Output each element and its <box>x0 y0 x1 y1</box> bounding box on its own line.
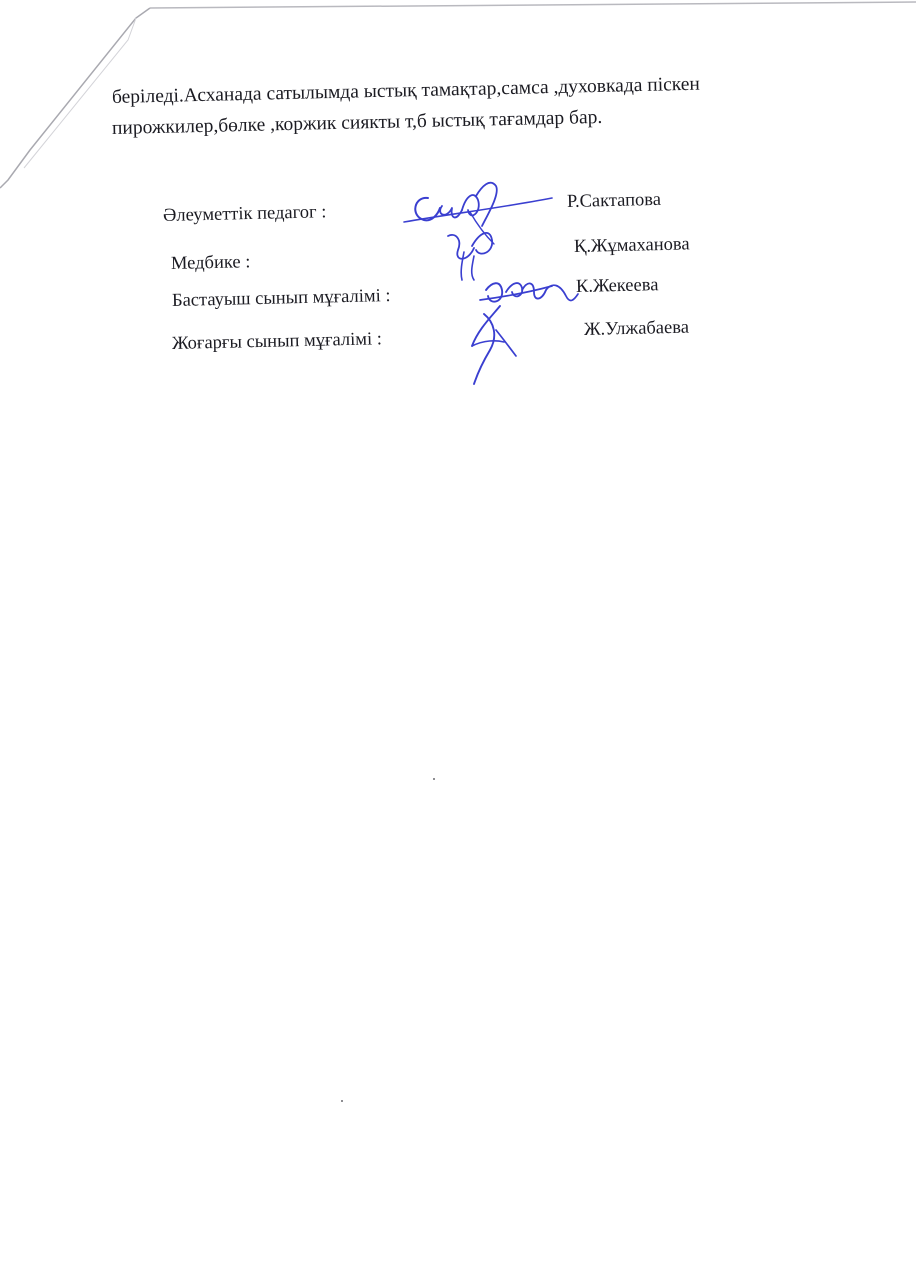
role-nurse: Медбике : <box>170 252 251 274</box>
name-saktapova: Р.Сактапова <box>566 189 662 212</box>
name-ulzhabaeva: Ж.Улжабаева <box>583 317 690 340</box>
paragraph-line-1: беріледі.Асханада сатылымда ыстық тамақтар,самса ,духовкада піскен <box>111 73 701 108</box>
role-senior-teacher: Жоғарғы сынып мұғалімі : <box>171 329 383 354</box>
scan-speck <box>341 1100 343 1102</box>
role-social-pedagogue: Әлеуметтік педагог : <box>162 202 327 226</box>
role-primary-teacher: Бастауыш сынып мұғалімі : <box>171 286 391 311</box>
scan-speck <box>433 778 435 780</box>
handwritten-signatures <box>0 0 916 420</box>
paragraph-line-2: пирожкилер,бөлке ,коржик сиякты т,б ыстық тағамдар бар. <box>111 106 603 139</box>
name-zhumakhanova: Қ.Жұмаханова <box>573 234 690 257</box>
name-zhekeeva: К.Жекеева <box>575 275 659 297</box>
